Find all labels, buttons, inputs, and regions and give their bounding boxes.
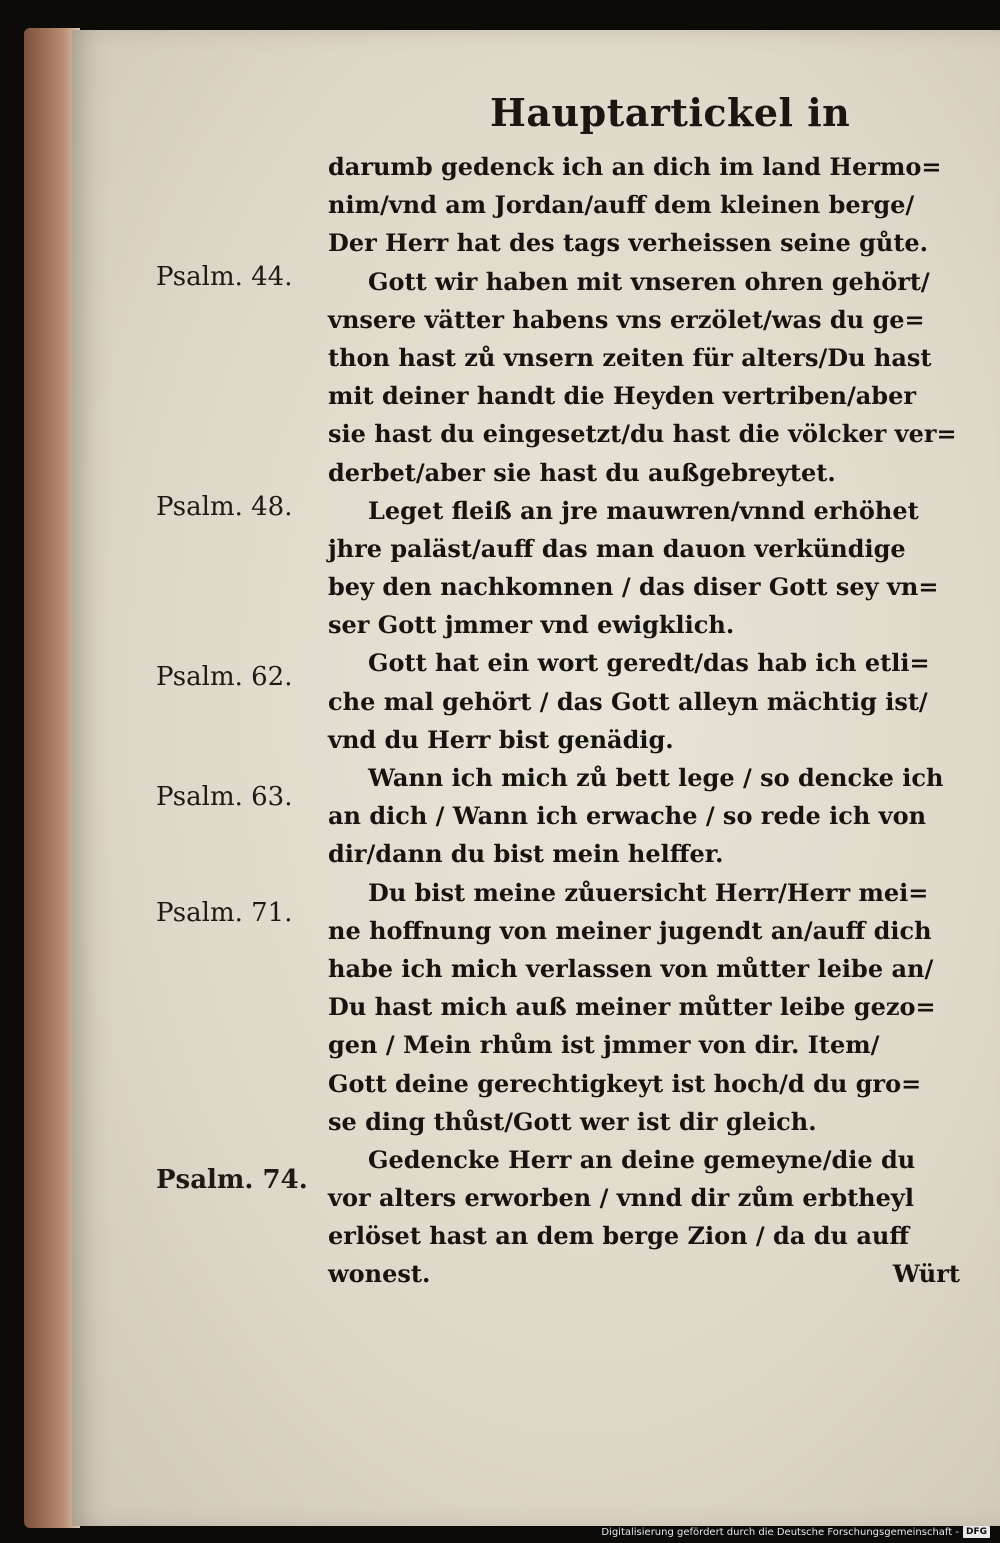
text-line: ser Gott jmmer vnd ewigklich.: [328, 610, 735, 640]
text-line: gen / Mein rhům ist jmmer von dir. Item/: [328, 1030, 880, 1060]
text-line: Wann ich mich zů bett lege / so dencke ich: [368, 763, 944, 792]
margin-psalm-71: Psalm. 71.: [156, 898, 293, 928]
footer-credit: Digitalisierung gefördert durch die Deutsche Forschungsgemeinschaft -: [601, 1526, 959, 1538]
text-line: darumb gedenck ich an dich im land Hermo=: [328, 152, 942, 181]
text-line: Du bist meine zůuersicht Herr/Herr mei=: [368, 877, 929, 907]
text-line: Gott wir haben mit vnseren ohren gehört/: [368, 266, 930, 296]
margin-psalm-63: Psalm. 63.: [156, 782, 293, 812]
margin-psalm-48: Psalm. 48.: [156, 492, 293, 522]
last-line-text: wonest.: [328, 1259, 431, 1289]
text-line: habe ich mich verlassen von můtter leibe an/: [328, 953, 934, 983]
text-line: vor alters erworben / vnnd dir zům erbtheyl: [328, 1183, 914, 1213]
text-line: Du hast mich auß meiner můtter leibe gezo=: [328, 992, 936, 1022]
text-line: sie hast du eingesetzt/du hast die völcker ver=: [328, 419, 957, 449]
text-line: an dich / Wann ich erwache / so rede ich von: [328, 801, 927, 831]
digitization-footer: [601, 1525, 990, 1539]
text-line: jhre paläst/auff das man dauon verkündige: [328, 533, 906, 563]
text-line: Gott hat ein wort geredt/das hab ich etli=: [368, 648, 930, 678]
text-line: che mal gehört / das Gott alleyn mächtig ist/: [328, 686, 928, 716]
text-line: Der Herr hat des tags verheissen seine gůte.: [328, 228, 929, 258]
body-text: [328, 148, 980, 1294]
text-line: se ding thůst/Gott wer ist dir gleich.: [328, 1106, 817, 1136]
text-line: dir/dann du bist mein helffer.: [328, 839, 724, 869]
text-line: derbet/aber sie hast du außgebreytet.: [328, 457, 836, 487]
text-line: Gott deine gerechtigkeyt ist hoch/d du gro=: [328, 1068, 922, 1098]
text-line: Leget fleiß an jre mauwren/vnnd erhöhet: [368, 495, 919, 525]
text-line: vnsere vätter habens vns erzölet/was du ge=: [328, 304, 925, 334]
text-line: erlöset hast an dem berge Zion / da du auff: [328, 1221, 910, 1251]
margin-psalm-74: Psalm. 74.: [156, 1165, 308, 1195]
text-line: bey den nachkomnen / das diser Gott sey vn=: [328, 572, 939, 602]
margin-psalm-44: Psalm. 44.: [156, 262, 293, 292]
catchword: Würt: [892, 1259, 960, 1289]
text-line: vnd du Herr bist genädig.: [328, 724, 674, 754]
last-line: [328, 1255, 980, 1293]
text-line: nim/vnd am Jordan/auff dem kleinen berge/: [328, 190, 915, 220]
margin-psalm-62: Psalm. 62.: [156, 662, 293, 692]
running-header: Hauptartickel in: [490, 90, 851, 135]
text-line: Gedencke Herr an deine gemeyne/die du: [368, 1144, 916, 1174]
text-line: ne hoffnung von meiner jugendt an/auff dich: [328, 915, 932, 945]
dfg-logo-icon: DFG: [963, 1526, 990, 1538]
text-line: thon hast zů vnsern zeiten für alters/Du hast: [328, 342, 932, 372]
text-line: mit deiner handt die Heyden vertriben/aber: [328, 381, 916, 411]
